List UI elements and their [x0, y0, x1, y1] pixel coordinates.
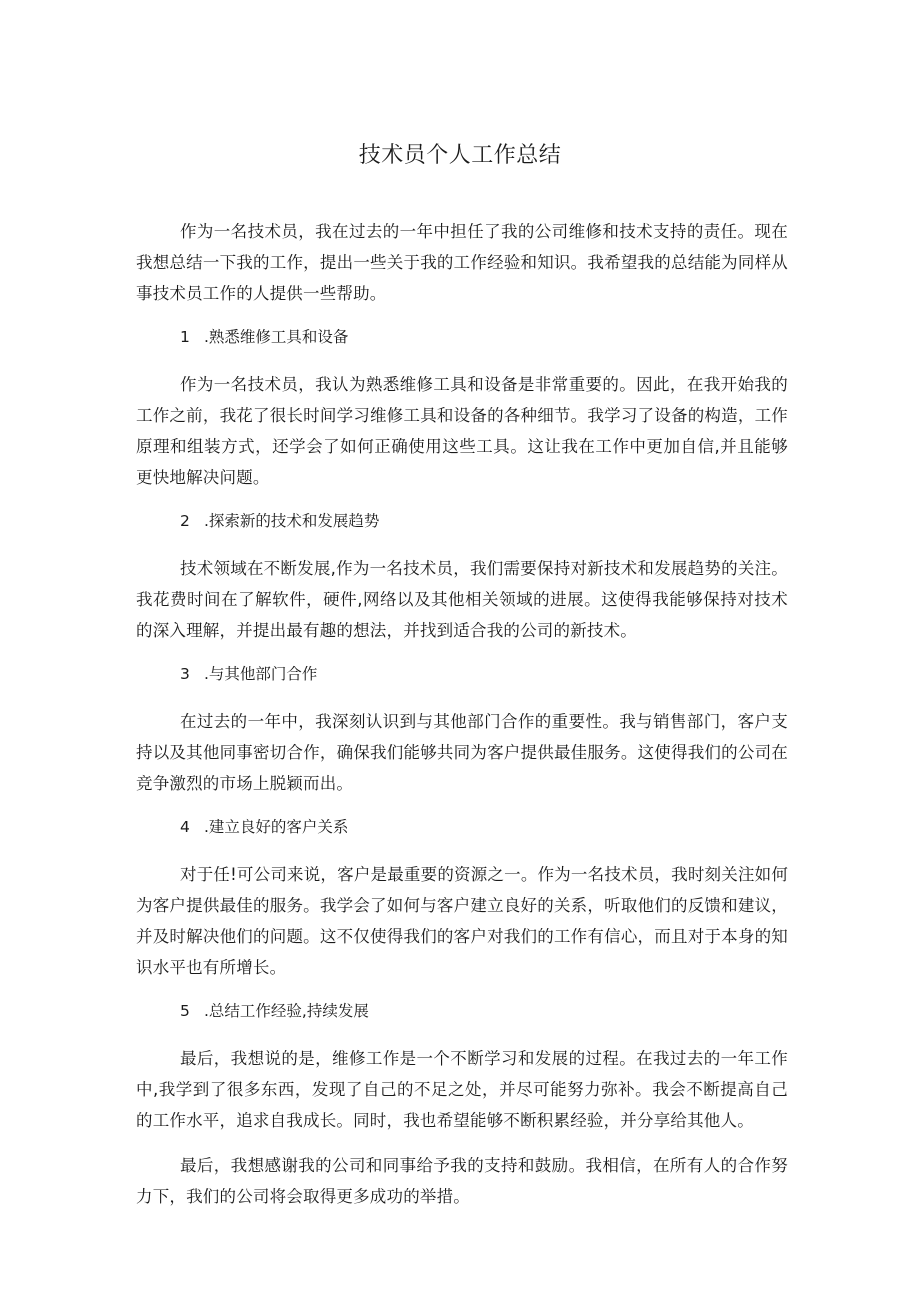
section-heading-5 — [180, 997, 788, 1025]
section-number: 2 — [180, 512, 190, 530]
page-title: 技术员个人工作总结 — [358, 143, 562, 168]
intro-paragraph: 作为一名技术员，我在过去的一年中担任了我的公司维修和技术支持的责任。现在我想总结一下我的工作，提出一些关于我的工作经验和知识。我希望我的总结能为同样从事技术员工作的人提供一些帮助。 — [136, 222, 788, 303]
section-heading-text: .与其他部门合作 — [204, 665, 318, 683]
section-paragraph-3: 在过去的一年中，我深刻认识到与其他部门合作的重要性。我与销售部门，客户支持以及其他同事密切合作，确保我们能够共同为客户提供最佳服务。这使得我们的公司在竞争激烈的市场上脱颖而出。 — [136, 712, 788, 793]
section-number: 5 — [180, 1002, 190, 1020]
section-heading-3 — [180, 660, 788, 688]
section-heading-text: .总结工作经验,持续发展 — [204, 1002, 369, 1020]
section-heading-text: .建立良好的客户关系 — [204, 818, 349, 836]
section-heading-text: .熟悉维修工具和设备 — [204, 328, 349, 346]
document-body — [136, 216, 788, 1226]
section-paragraph-4: 对于任!可公司来说，客户是最重要的资源之一。作为一名技术员，我时刻关注如何为客户提供最佳的服务。我学会了如何与客户建立良好的关系，听取他们的反馈和建议，并及时解决他们的问题。这不仅使得我们的客户对我们的工作有信心，而且对于本身的知识水平也有所增长。 — [136, 865, 789, 977]
section-number: 4 — [180, 818, 190, 836]
section-paragraph-5: 最后，我想说的是，维修工作是一个不断学习和发展的过程。在我过去的一年工作中,我学到了很多东西，发现了自己的不足之处，并尽可能努力弥补。我会不断提高自己的工作水平，追求自我成长。同时，我也希望能够不断积累经验，并分享给其他人。 — [136, 1049, 788, 1130]
section-heading-text: .探索新的技术和发展趋势 — [204, 512, 380, 530]
section-heading-2 — [180, 507, 788, 535]
section-number: 1 — [180, 328, 190, 346]
section-heading-1 — [180, 323, 788, 351]
section-paragraph-2: 技术领域在不断发展,作为一名技术员，我们需要保持对新技术和发展趋势的关注。我花费时间在了解软件，硬件,网络以及其他相关领域的进展。这使得我能够保持对技术的深入理解，并提出最有趣的想法，并找到适合我的公司的新技术。 — [136, 559, 788, 640]
section-number: 3 — [180, 665, 190, 683]
section-heading-4 — [180, 813, 788, 841]
closing-paragraph: 最后，我想感谢我的公司和同事给予我的支持和鼓励。我相信，在所有人的合作努力下，我们的公司将会取得更多成功的举措。 — [136, 1156, 788, 1206]
section-paragraph-1: 作为一名技术员，我认为熟悉维修工具和设备是非常重要的。因此，在我开始我的工作之前，我花了很长时间学习维修工具和设备的各种细节。我学习了设备的构造，工作原理和组装方式，还学会了如何正确使用这些工具。这让我在工作中更加自信,并且能够更快地解决问题。 — [136, 375, 788, 487]
